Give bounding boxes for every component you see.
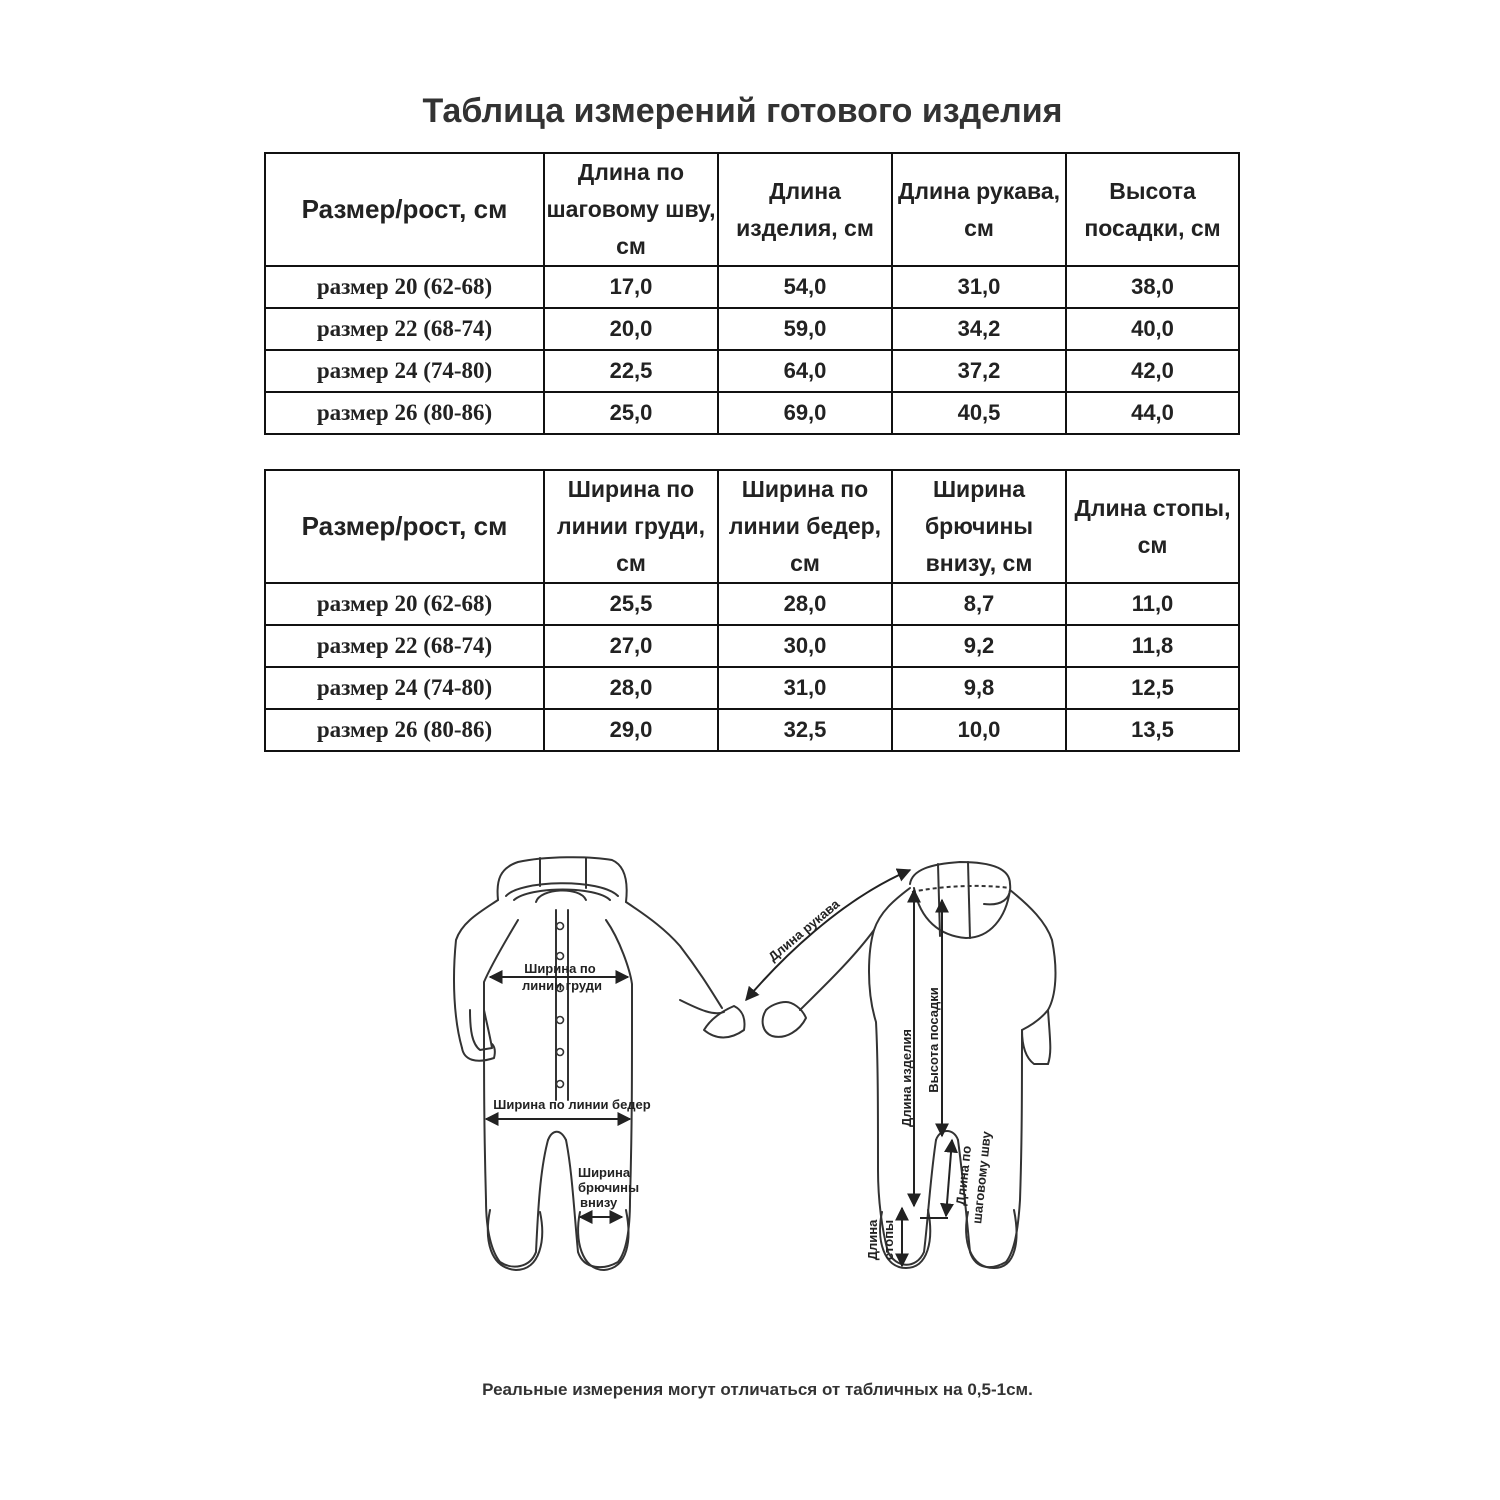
label-rise: Высота посадки [926,987,941,1093]
cell-value: 12,5 [1066,667,1239,709]
cell-value: 28,0 [544,667,718,709]
cell-value: 11,8 [1066,625,1239,667]
row-size-label: размер 20 (62-68) [265,583,544,625]
label-length: Длина изделия [899,1029,914,1127]
cell-value: 69,0 [718,392,892,434]
cell-value: 8,7 [892,583,1066,625]
cell-value: 28,0 [718,583,892,625]
cell-value: 38,0 [1066,266,1239,308]
label-inseam-1: Длина по [952,1144,975,1207]
cell-value: 54,0 [718,266,892,308]
row-size-label: размер 24 (74-80) [265,667,544,709]
cell-value: 22,5 [544,350,718,392]
cell-value: 31,0 [718,667,892,709]
cell-value: 25,5 [544,583,718,625]
cell-value: 9,2 [892,625,1066,667]
header-sleeve-length: Длина рукава, см [892,153,1066,266]
cell-value: 9,8 [892,667,1066,709]
header-rise-height: Высота посадки, см [1066,153,1239,266]
row-size-label: размер 22 (68-74) [265,308,544,350]
row-size-label: размер 20 (62-68) [265,266,544,308]
label-leg-2: брючины [578,1180,640,1195]
cell-value: 59,0 [718,308,892,350]
row-size-label: размер 26 (80-86) [265,709,544,751]
front-buttons [557,923,564,1088]
page-title: Таблица измерений готового изделия [422,92,1063,130]
inseam-length-arrow [946,1140,952,1216]
back-hood-seam [912,886,1010,892]
label-foot-1: Длина [865,1219,880,1261]
header-leg-width: Ширина брючины внизу, см [892,470,1066,583]
cell-value: 25,0 [544,392,718,434]
label-leg-1: Ширина [578,1165,631,1180]
cell-value: 30,0 [718,625,892,667]
label-inseam-2: шаговому шву [969,1130,994,1225]
cell-value: 34,2 [892,308,1066,350]
label-leg-3: внизу [580,1195,618,1210]
cell-value: 40,0 [1066,308,1239,350]
header-garment-length: Длина изделия, см [718,153,892,266]
header-inseam-length: Длина по шаговому шву, см [544,153,718,266]
cell-value: 29,0 [544,709,718,751]
sleeve-length-arrow [746,870,910,1000]
cell-value: 40,5 [892,392,1066,434]
disclaimer-note: Реальные измерения могут отличаться от табличных на 0,5-1см. [482,1380,1033,1399]
header-size: Размер/рост, см [265,153,544,266]
header-chest-width: Ширина по линии груди, см [544,470,718,583]
cell-value: 37,2 [892,350,1066,392]
row-size-label: размер 26 (80-86) [265,392,544,434]
cell-value: 11,0 [1066,583,1239,625]
row-size-label: размер 22 (68-74) [265,625,544,667]
row-size-label: размер 24 (74-80) [265,350,544,392]
header-hip-width: Ширина по линии бедер, см [718,470,892,583]
label-foot-2: стопы [881,1219,896,1261]
label-chest-1: Ширина по [524,961,596,976]
cell-value: 42,0 [1066,350,1239,392]
label-chest-2: линии груди [521,978,603,993]
cell-value: 32,5 [718,709,892,751]
header-foot-length: Длина стопы, см [1066,470,1239,583]
cell-value: 10,0 [892,709,1066,751]
cell-value: 13,5 [1066,709,1239,751]
header-size: Размер/рост, см [265,470,544,583]
cell-value: 31,0 [892,266,1066,308]
label-hips: Ширина по линии бедер [493,1097,651,1112]
cell-value: 64,0 [718,350,892,392]
cell-value: 44,0 [1066,392,1239,434]
cell-value: 20,0 [544,308,718,350]
label-sleeve: Длина рукава [765,896,843,965]
cell-value: 27,0 [544,625,718,667]
cell-value: 17,0 [544,266,718,308]
